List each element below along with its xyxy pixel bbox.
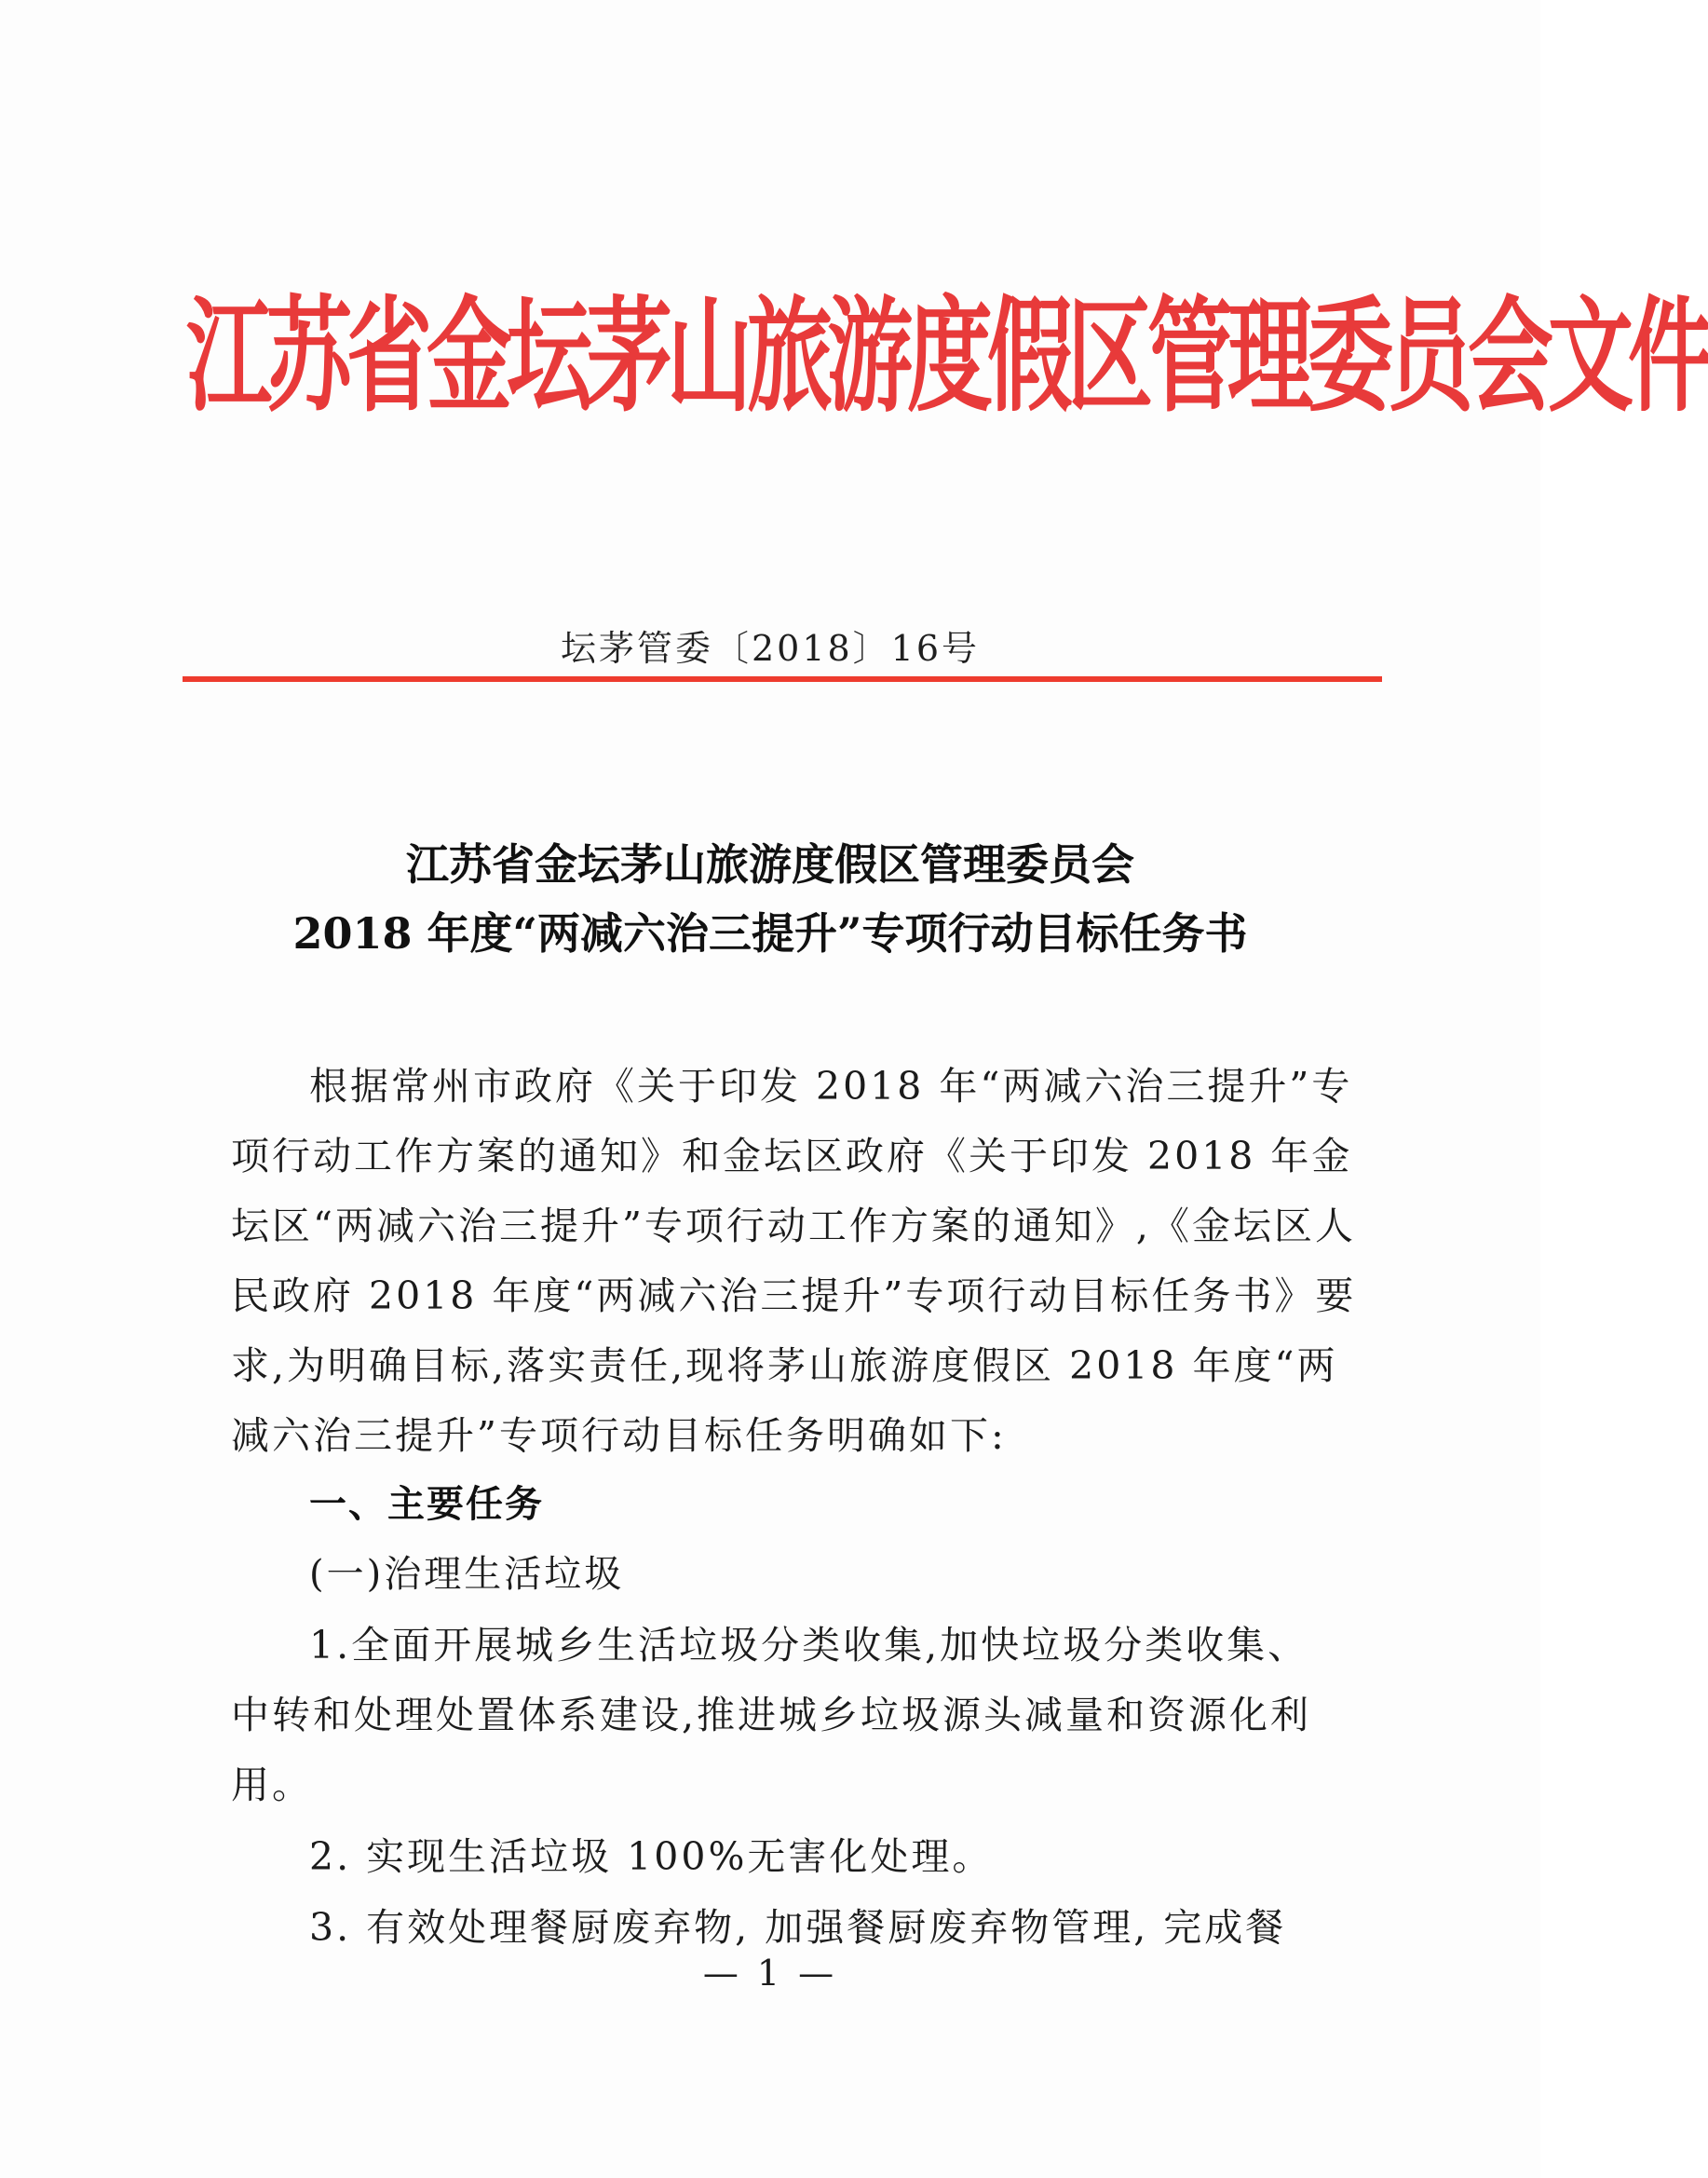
intro-line: 根据常州市政府《关于印发 2018 年“两减六治三提升”专 [309,1064,1353,1109]
issuer-title-header: 江苏省金坛茅山旅游度假区管理委员会文件 [186,284,1708,429]
document-number: 坛茅管委〔2018〕16号 [560,628,981,669]
subsection-heading-garbage: (一)治理生活垃圾 [309,1553,625,1596]
section-heading-main-tasks: 一、主要任务 [309,1483,544,1526]
item-1-line: 中转和处理处置体系建设,推进城乡垃圾源头减量和资源化利 [231,1693,1312,1737]
intro-line: 求,为明确目标,落实责任,现将茅山旅游度假区 2018 年度“两 [231,1343,1338,1388]
document-title-line-2: 2018 年度“两减六治三提升”专项行动目标任务书 [292,908,1248,959]
item-3-partial: 3. 有效处理餐厨废弃物, 加强餐厨废弃物管理, 完成餐 [309,1905,1287,1950]
intro-line: 坛区“两减六治三提升”专项行动工作方案的通知》,《金坛区人 [231,1204,1356,1248]
intro-line: 减六治三提升”专项行动目标任务明确如下: [231,1413,1007,1458]
page-number: — 1 — [702,1953,838,1994]
intro-line: 民政府 2018 年度“两减六治三提升”专项行动目标任务书》要 [231,1273,1357,1318]
red-divider-line [183,676,1382,682]
item-1-line: 1.全面开展城乡生活垃圾分类收集,加快垃圾分类收集、 [309,1623,1309,1668]
item-2: 2. 实现生活垃圾 100%无害化处理。 [309,1834,994,1879]
document-title-line-1: 江苏省金坛茅山旅游度假区管理委员会 [406,839,1134,890]
item-1-line: 用。 [231,1763,313,1807]
intro-line: 项行动工作方案的通知》和金坛区政府《关于印发 2018 年金 [231,1134,1353,1178]
